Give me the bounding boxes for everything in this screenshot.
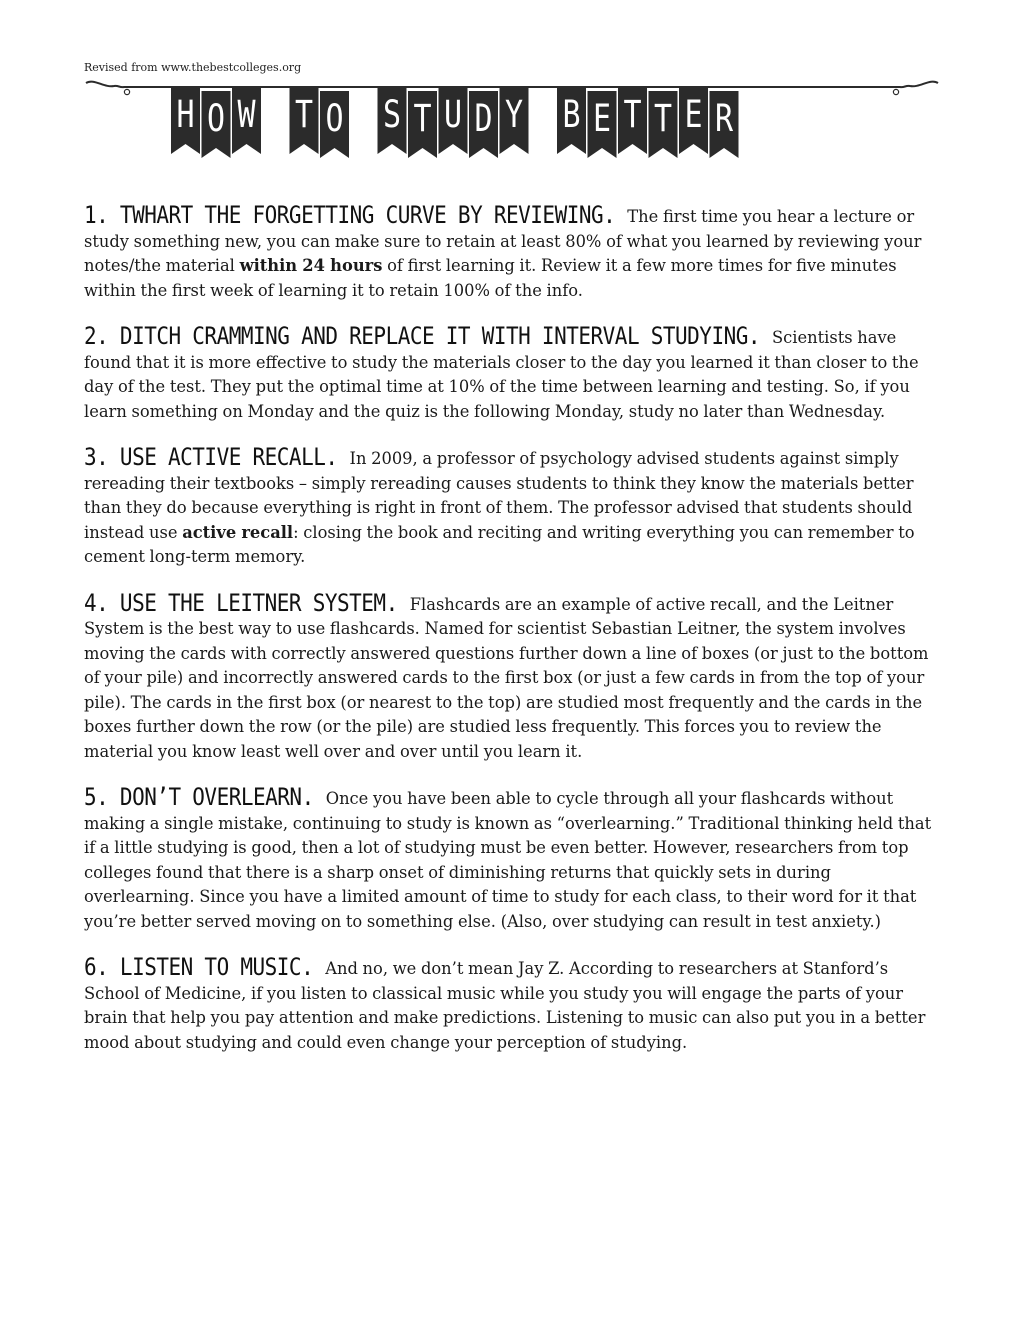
tip-emphasis: within 24 hours xyxy=(239,256,383,275)
banner-letter: D xyxy=(474,96,493,141)
tip-body: And no, we don’t mean Jay Z. According to researchers at Stanford’s School of Medicine, if you listen to classical music while you study you will engage the parts of your brain that help you pay attention and make predictions. Listening to music can also put you in a better mood about studying and could even change your perception of studying. xyxy=(84,959,926,1052)
tip-body: The first time you hear a lecture or study something new, you can make sure to retain at least 80% of what you learned by reviewing your notes/the material within 24 hours of first learning it. Review it a few more times for five minutes within the first week of learning it to retain 100% of the info. xyxy=(84,207,922,300)
tip-body: In 2009, a professor of psychology advised students against simply rereading their textbooks – simply rereading causes students to think they know the materials better than they do because everything is right in front of them. The professor advised that students should instead use active recall: closing the book and reciting and writing everything you can remember to cement long-term memory. xyxy=(84,449,915,566)
title-banner xyxy=(84,74,940,164)
banner-letter: B xyxy=(562,92,581,137)
tip-body: Scientists have found that it is more effective to study the materials closer to the day you learned it than closer to the day of the test. They put the optimal time at 10% of the time between learning and testing. So, if you learn something on Monday and the quiz is the following Monday, study no later than Wednesday. xyxy=(84,328,919,421)
banner-string xyxy=(86,82,938,88)
tip-body: Once you have been able to cycle through all your flashcards without making a single mistake, continuing to study is known as “overlearning.” Traditional thinking held that if a little studying is good, then a lot of studying must be even better. However, researchers from top colleges found that there is a sharp onset of diminishing returns that quickly sets in during overlearning. Since you have a limited amount of time to study for each class, to their word for it that you’re better served moving on to something else. (Also, over studying can result in test anxiety.) xyxy=(84,789,932,931)
source-note: Revised from www.thebestcolleges.org xyxy=(84,61,302,74)
tip-heading: 4. USE THE LEITNER SYSTEM. xyxy=(84,588,398,617)
banner-letter: R xyxy=(714,96,734,141)
tip-item xyxy=(84,785,936,934)
tip-item xyxy=(84,588,936,765)
banner-letter: H xyxy=(176,92,195,137)
tip-heading: 6. LISTEN TO MUSIC. xyxy=(84,953,314,981)
tip-emphasis: active recall xyxy=(182,522,294,542)
tip-heading: 2. DITCH CRAMMING AND REPLACE IT WITH INTERVAL STUDYING. xyxy=(84,322,761,350)
string-curl-right xyxy=(893,89,898,94)
tip-item xyxy=(84,445,936,570)
tip-heading: 1. TWHART THE FORGETTING CURVE BY REVIEWING. xyxy=(84,201,616,229)
string-curl-left xyxy=(124,89,129,94)
tip-body: Flashcards are an example of active recall, and the Leitner System is the best way to use flashcards. Named for scientist Sebastian Leitner, the system involves moving the cards with correctly answered questions further down a line of boxes (or just to the bottom of your pile) and incorrectly answered cards to the first box (or just a few cards in from the top of your pile). The cards in the first box (or nearest to the top) are studied most frequently and the cards in the boxes further down the row (or the pile) are studied less frequently. This forces you to review the material you know least well over and over until you learn it. xyxy=(84,594,929,761)
banner-letter: T xyxy=(653,96,673,141)
banner-letter: U xyxy=(443,92,463,137)
banner-letter: T xyxy=(623,92,642,137)
banner-letter: E xyxy=(684,92,703,137)
banner-letter: O xyxy=(325,96,344,141)
tip-item xyxy=(84,955,936,1055)
tip-heading: 3. USE ACTIVE RECALL. xyxy=(84,443,338,471)
banner-letter: E xyxy=(592,96,612,141)
banner-letter: T xyxy=(294,92,314,137)
tip-item xyxy=(84,324,936,424)
tip-item xyxy=(84,203,936,303)
banner-letter: O xyxy=(206,96,226,141)
tip-heading: 5. DON’T OVERLEARN. xyxy=(84,783,314,811)
banner-flags xyxy=(171,87,739,158)
banner-letter: W xyxy=(237,92,256,137)
banner-letter: Y xyxy=(504,92,524,137)
tips-list xyxy=(84,203,936,1076)
banner-letter: S xyxy=(382,92,402,137)
banner-letter: T xyxy=(413,96,432,141)
